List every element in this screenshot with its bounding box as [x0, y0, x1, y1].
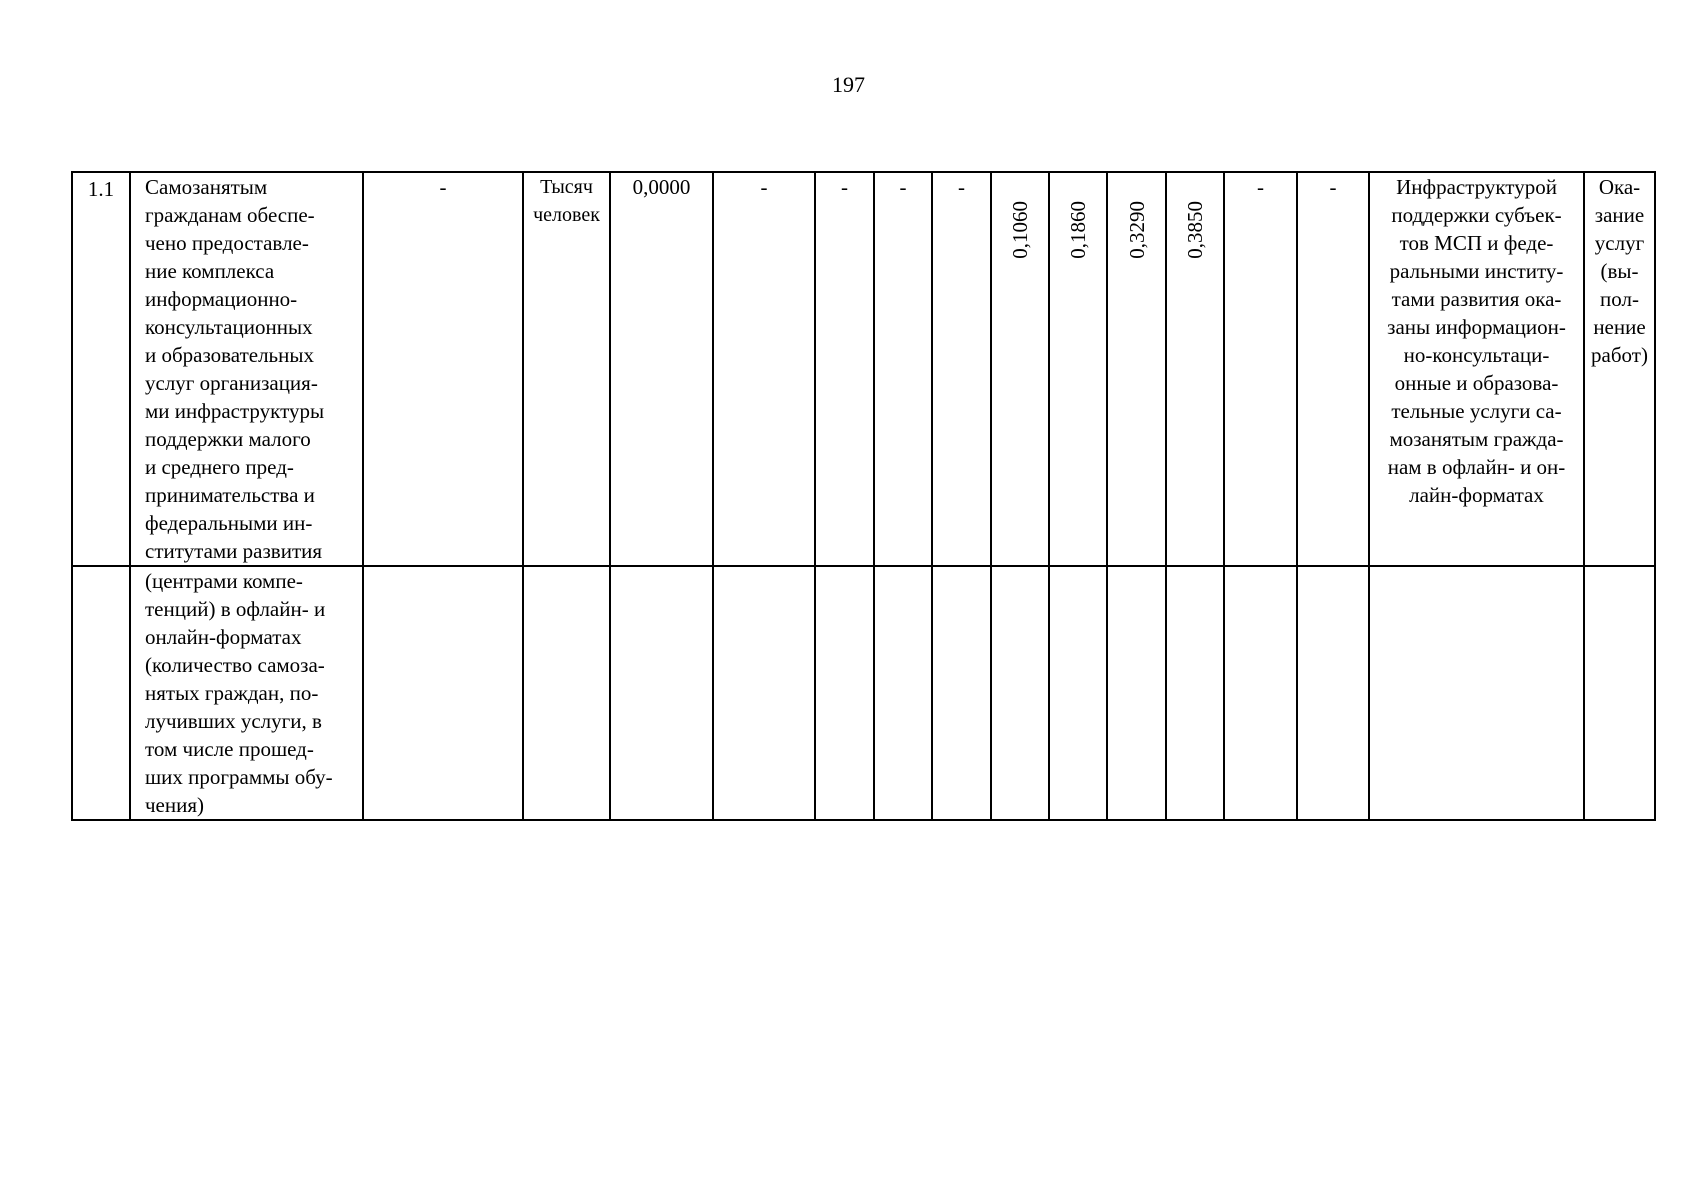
result-description: Инфраструктурой поддержки субъек- тов МСП и феде- ральными институ- тами развития ока- заны информацион- но-консультаци- онные и образова- тельные услуги са- мозанятым гражда- нам в офлайн- и он- лайн-форматах — [1369, 172, 1584, 566]
empty-cell — [874, 566, 932, 820]
empty-cell — [1049, 566, 1107, 820]
value-cell-2 — [1049, 172, 1107, 566]
unit-cell: Тысяч человек — [523, 172, 610, 566]
value-cell-4 — [1166, 172, 1224, 566]
cell-col14: - — [1224, 172, 1297, 566]
cell-col8: - — [874, 172, 932, 566]
empty-cell — [1369, 566, 1584, 820]
cell-col3: - — [363, 172, 523, 566]
indicators-table — [71, 171, 1656, 821]
value-3: 0,3290 — [1124, 201, 1149, 259]
empty-cell — [1297, 566, 1369, 820]
table-row — [72, 566, 1655, 820]
empty-cell — [1166, 566, 1224, 820]
page-number: 197 — [832, 72, 865, 97]
empty-cell — [1224, 566, 1297, 820]
empty-cell — [991, 566, 1049, 820]
empty-cell — [713, 566, 815, 820]
empty-cell — [363, 566, 523, 820]
value-cell-1 — [991, 172, 1049, 566]
value-1: 0,1060 — [1008, 201, 1032, 259]
empty-cell — [523, 566, 610, 820]
value-4: 0,3850 — [1183, 201, 1207, 259]
value-2: 0,1860 — [1066, 201, 1090, 259]
result-type: Ока- зание услуг (вы- пол- нение работ) — [1584, 172, 1655, 566]
empty-cell — [1107, 566, 1166, 820]
base-value: 0,0000 — [610, 172, 713, 566]
empty-cell — [610, 566, 713, 820]
cell-col15: - — [1297, 172, 1369, 566]
empty-cell — [1584, 566, 1655, 820]
indicator-name-continued: (центрами компе- тенций) в офлайн- и онлайн-форматах (количество самоза- нятых граждан, по- лучивших услуги, в том числе прошед- ших программы обу- чения) — [130, 566, 363, 820]
empty-cell — [815, 566, 874, 820]
cell-col7: - — [815, 172, 874, 566]
value-cell-3 — [1107, 172, 1166, 566]
table-row — [72, 172, 1655, 566]
indicator-name: Самозанятым гражданам обеспе- чено предоставле- ние комплекса информационно- консультационных и образовательных услуг организация- ми инфраструктуры поддержки малого и среднего пред- принимательства и федеральными ин- ститутами развития — [130, 172, 363, 566]
empty-cell — [932, 566, 991, 820]
cell-col6: - — [713, 172, 815, 566]
row-number: 1.1 — [72, 172, 130, 566]
empty-cell — [72, 566, 130, 820]
cell-col9: - — [932, 172, 991, 566]
